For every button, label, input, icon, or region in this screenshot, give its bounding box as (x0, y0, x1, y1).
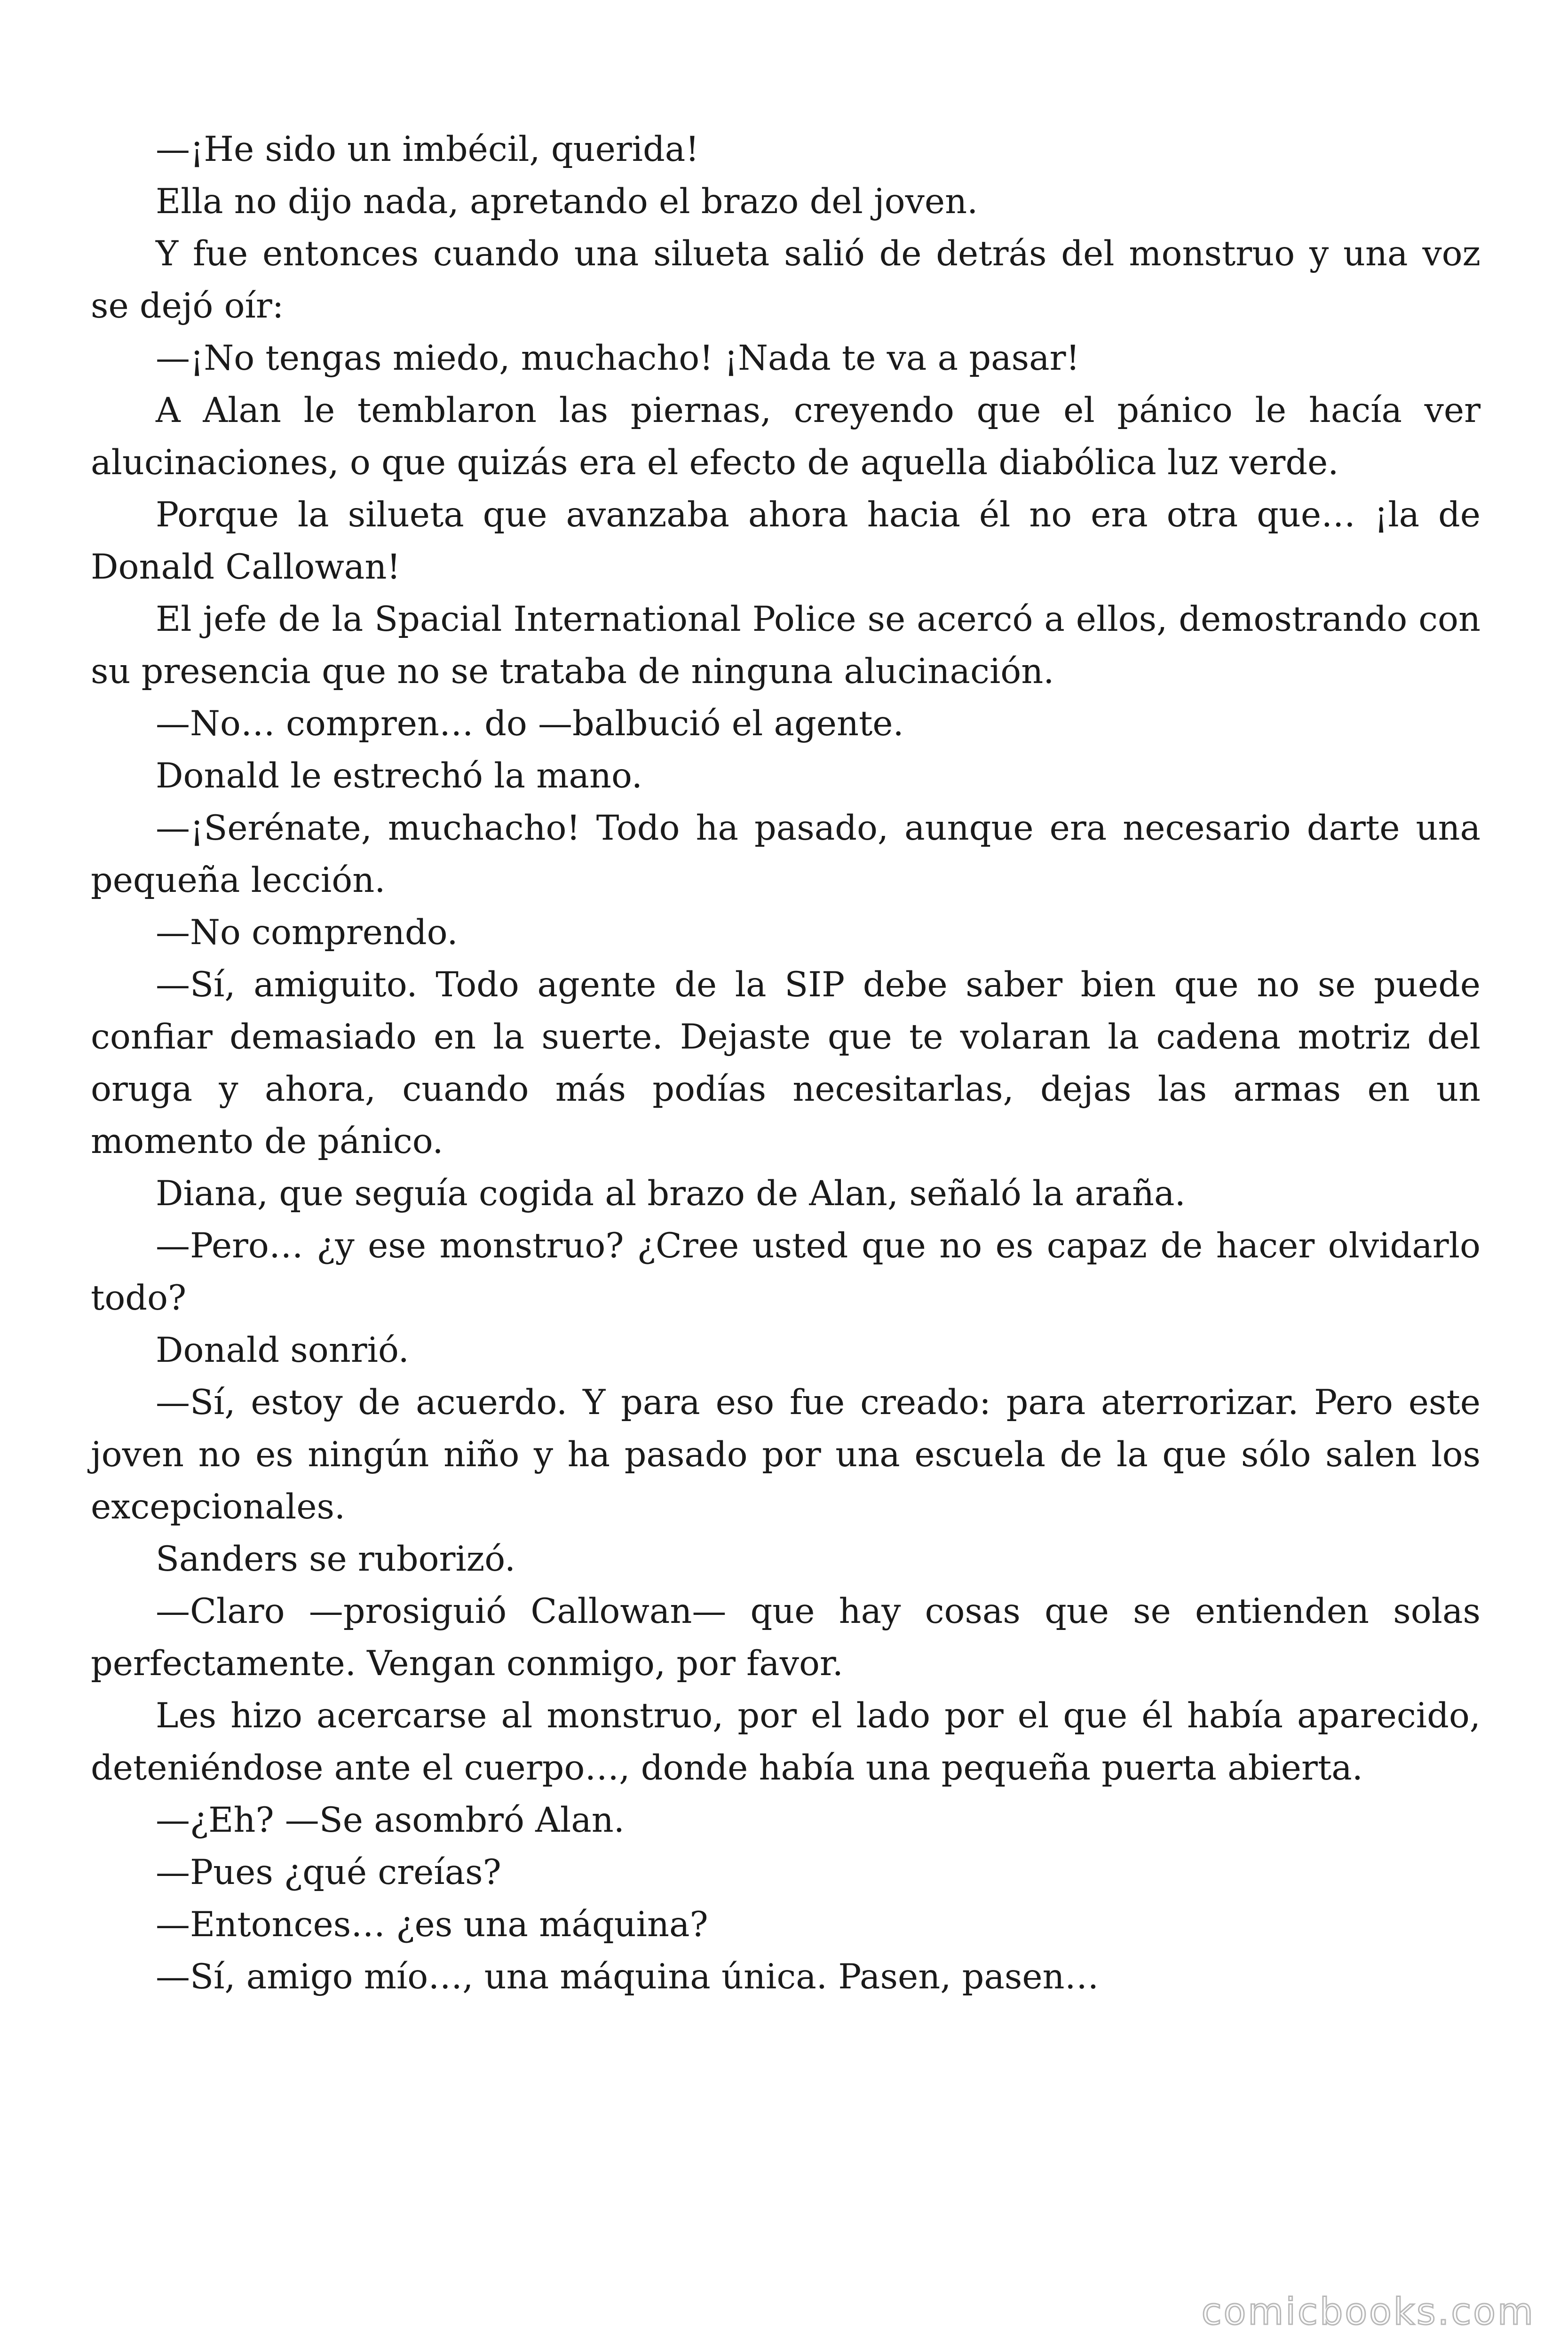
paragraph: Donald sonrió. (156, 1330, 409, 1370)
paragraph: El jefe de la Spacial International Police se acercó a ellos, demostrando con su presencia que no se trataba de ninguna alucinación. (91, 599, 1481, 691)
paragraph: Ella no dijo nada, apretando el brazo del joven. (156, 182, 978, 222)
paragraph: —¿Eh? —Se asombró Alan. (156, 1800, 625, 1840)
paragraph: —Sí, amigo mío…, una máquina única. Pasen, pasen… (156, 1957, 1099, 1997)
paragraph: Porque la silueta que avanzaba ahora hacia él no era otra que… ¡la de Donald Callowan! (91, 495, 1481, 587)
paragraph: Diana, que seguía cogida al brazo de Alan, señaló la araña. (156, 1174, 1186, 1214)
watermark: comicbooks.com (1201, 2291, 1535, 2333)
paragraph: Y fue entonces cuando una silueta salió de detrás del monstruo y una voz se dejó oír: (91, 234, 1481, 326)
paragraph: Les hizo acercarse al monstruo, por el lado por el que él había aparecido, deteniéndose ante el cuerpo…, donde había una pequeña puerta abierta. (91, 1696, 1481, 1788)
paragraph: —Sí, estoy de acuerdo. Y para eso fue creado: para aterrorizar. Pero este joven no es ningún niño y ha pasado por una escuela de la que sólo salen los excepcionales. (91, 1383, 1481, 1527)
paragraph: —¡Serénate, muchacho! Todo ha pasado, aunque era necesario darte una pequeña lección. (91, 808, 1481, 900)
paragraph: —Pero… ¿y ese monstruo? ¿Cree usted que no es capaz de hacer olvidarlo todo? (91, 1226, 1481, 1318)
paragraph: Donald le estrechó la mano. (156, 756, 642, 796)
paragraph: —No… compren… do —balbució el agente. (156, 704, 904, 744)
paragraph: —Entonces… ¿es una máquina? (156, 1905, 708, 1945)
paragraph: —¡No tengas miedo, muchacho! ¡Nada te va a pasar! (156, 338, 1080, 378)
paragraph: —¡He sido un imbécil, querida! (156, 129, 699, 169)
paragraph: Sanders se ruborizó. (156, 1539, 516, 1579)
paragraph: A Alan le temblaron las piernas, creyendo que el pánico le hacía ver alucinaciones, o que quizás era el efecto de aquella diabólica luz verde. (91, 390, 1481, 483)
paragraph: —Claro —prosiguió Callowan— que hay cosas que se entienden solas perfectamente. Vengan conmigo, por favor. (91, 1591, 1481, 1684)
paragraph: —Pues ¿qué creías? (156, 1852, 501, 1892)
paragraph: —No comprendo. (156, 913, 458, 953)
paragraph: —Sí, amiguito. Todo agente de la SIP debe saber bien que no se puede confiar demasiado en la suerte. Dejaste que te volaran la cadena motriz del oruga y ahora, cuando más podías necesitarlas, dejas las armas en un momento de pánico. (91, 965, 1481, 1161)
page-text (91, 123, 1481, 2003)
